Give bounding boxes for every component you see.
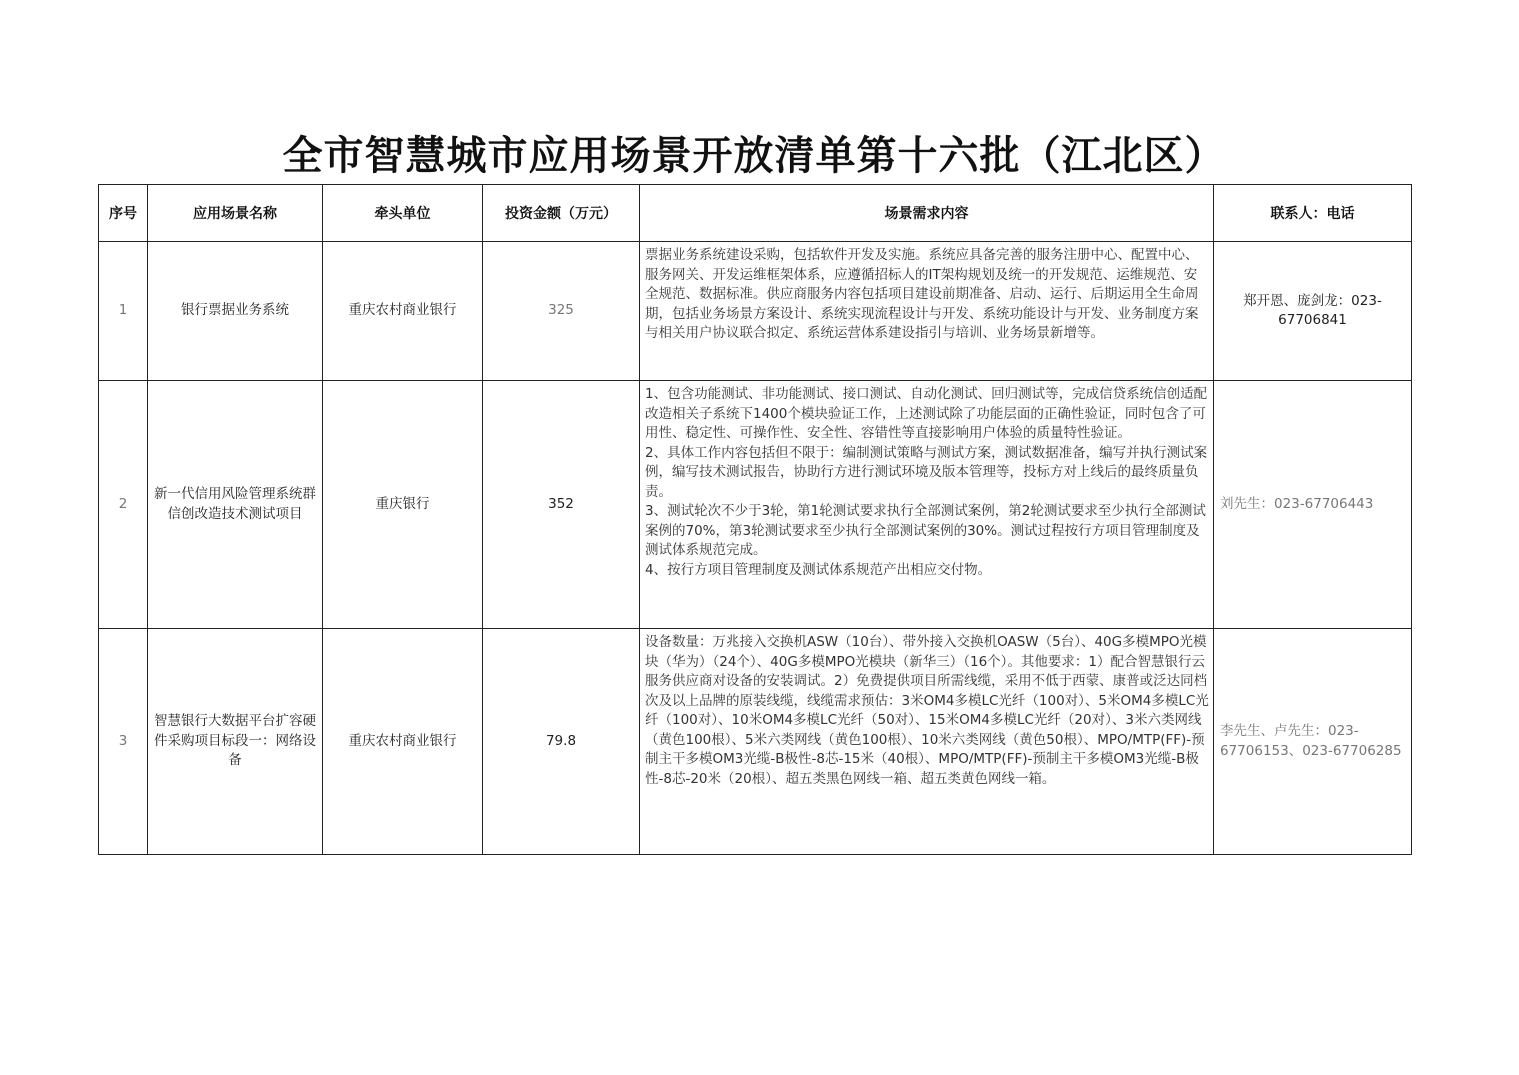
header-unit: 牵头单位 xyxy=(323,185,483,242)
content-paragraph: 4、按行方项目管理制度及测试体系规范产出相应交付物。 xyxy=(645,561,992,578)
content-paragraph: 票据业务系统建设采购，包括软件开发及实施。系统应具备完善的服务注册中心、配置中心、服务网关、开发运维框架体系，应遵循招标人的IT架构规划及统一的开发规范、运维规范、安全规范、数据标准。供应商服务内容包括项目建设前期准备、启动、运行、后期运用全生命周期，包括业务场景方案设计、系统实现流程设计与开发、系统功能设计与开发、业务制度方案与相关用户协议联合拟定、系统运营体系建设指引与培训、业务场景新增等。 xyxy=(645,247,1199,341)
table-row xyxy=(99,242,1412,381)
header-amount: 投资金额（万元） xyxy=(483,185,640,242)
cell-unit: 重庆农村商业银行 xyxy=(323,629,483,855)
header-name: 应用场景名称 xyxy=(148,185,323,242)
page-title: 全市智慧城市应用场景开放清单第十六批（江北区） xyxy=(282,132,1226,179)
header-content: 场景需求内容 xyxy=(640,185,1214,242)
content-paragraph: 2、具体工作内容包括但不限于：编制测试策略与测试方案，测试数据准备，编写并执行测试案例，编写技术测试报告，协助行方进行测试环境及版本管理等，投标方对上线后的最终质量负责。 xyxy=(645,444,1208,500)
cell-content xyxy=(640,629,1214,855)
cell-name: 新一代信用风险管理系统群信创改造技术测试项目 xyxy=(148,381,323,629)
cell-contact: 李先生、卢先生：023-67706153、023-67706285 xyxy=(1214,629,1412,855)
cell-amount: 79.8 xyxy=(483,629,640,855)
cell-unit: 重庆银行 xyxy=(323,381,483,629)
cell-unit: 重庆农村商业银行 xyxy=(323,242,483,381)
content-paragraph: 3、测试轮次不少于3轮，第1轮测试要求执行全部测试案例，第2轮测试要求至少执行全部测试案例的70%，第3轮测试要求至少执行全部测试案例的30%。测试过程按行方项目管理制度及测试体系规范完成。 xyxy=(645,503,1206,558)
cell-name: 智慧银行大数据平台扩容硬件采购项目标段一：网络设备 xyxy=(148,629,323,855)
content-paragraph: 1、包含功能测试、非功能测试、接口测试、自动化测试、回归测试等，完成信贷系统信创适配改造相关子系统下1400个模块验证工作，上述测试除了功能层面的正确性验证，同时包含了可用性、稳定性、可操作性、安全性、容错性等直接影响用户体验的质量特性验证。 xyxy=(645,386,1208,441)
cell-amount: 352 xyxy=(483,381,640,629)
cell-seq: 3 xyxy=(99,629,148,855)
header-seq: 序号 xyxy=(99,185,148,242)
cell-name: 银行票据业务系统 xyxy=(148,242,323,381)
cell-contact: 刘先生：023-67706443 xyxy=(1214,381,1412,629)
cell-amount: 325 xyxy=(483,242,640,381)
content-paragraph: 设备数量：万兆接入交换机ASW（10台）、带外接入交换机OASW（5台）、40G多模MPO光模块（华为）（24个）、40G多模MPO光模块（新华三）（16个）。其他要求：1）配合智慧银行云服务供应商对设备的安装调试。2）免费提供项目所需线缆，采用不低于西蒙、康普或泛达同档次及以上品牌的原装线缆，线缆需求预估：3米OM4多模LC光纤（100对）、5米OM4多模LC光纤（100对）、10米OM4多模LC光纤（50对）、15米OM4多模LC光纤（20对）、3米六类网线（黄色100根）、5米六类网线（黄色100根）、10米六类网线（黄色50根）、MPO/MTP(FF)-预制主干多模OM3光缆-B极性-8芯-15米（40根）、MPO/MTP(FF)-预制主干多模OM3光缆-B极性-8芯-20米（20根）、超五类黑色网线一箱、超五类黄色网线一箱。 xyxy=(645,634,1209,787)
cell-seq: 2 xyxy=(99,381,148,629)
cell-seq: 1 xyxy=(99,242,148,381)
table-row xyxy=(99,381,1412,629)
table-header-row xyxy=(99,185,1412,242)
header-contact: 联系人：电话 xyxy=(1214,185,1412,242)
table-row xyxy=(99,629,1412,855)
cell-contact: 郑开恩、庞剑龙：023-67706841 xyxy=(1214,242,1412,381)
scenario-table xyxy=(98,184,1412,855)
cell-content xyxy=(640,381,1214,629)
cell-content xyxy=(640,242,1214,381)
